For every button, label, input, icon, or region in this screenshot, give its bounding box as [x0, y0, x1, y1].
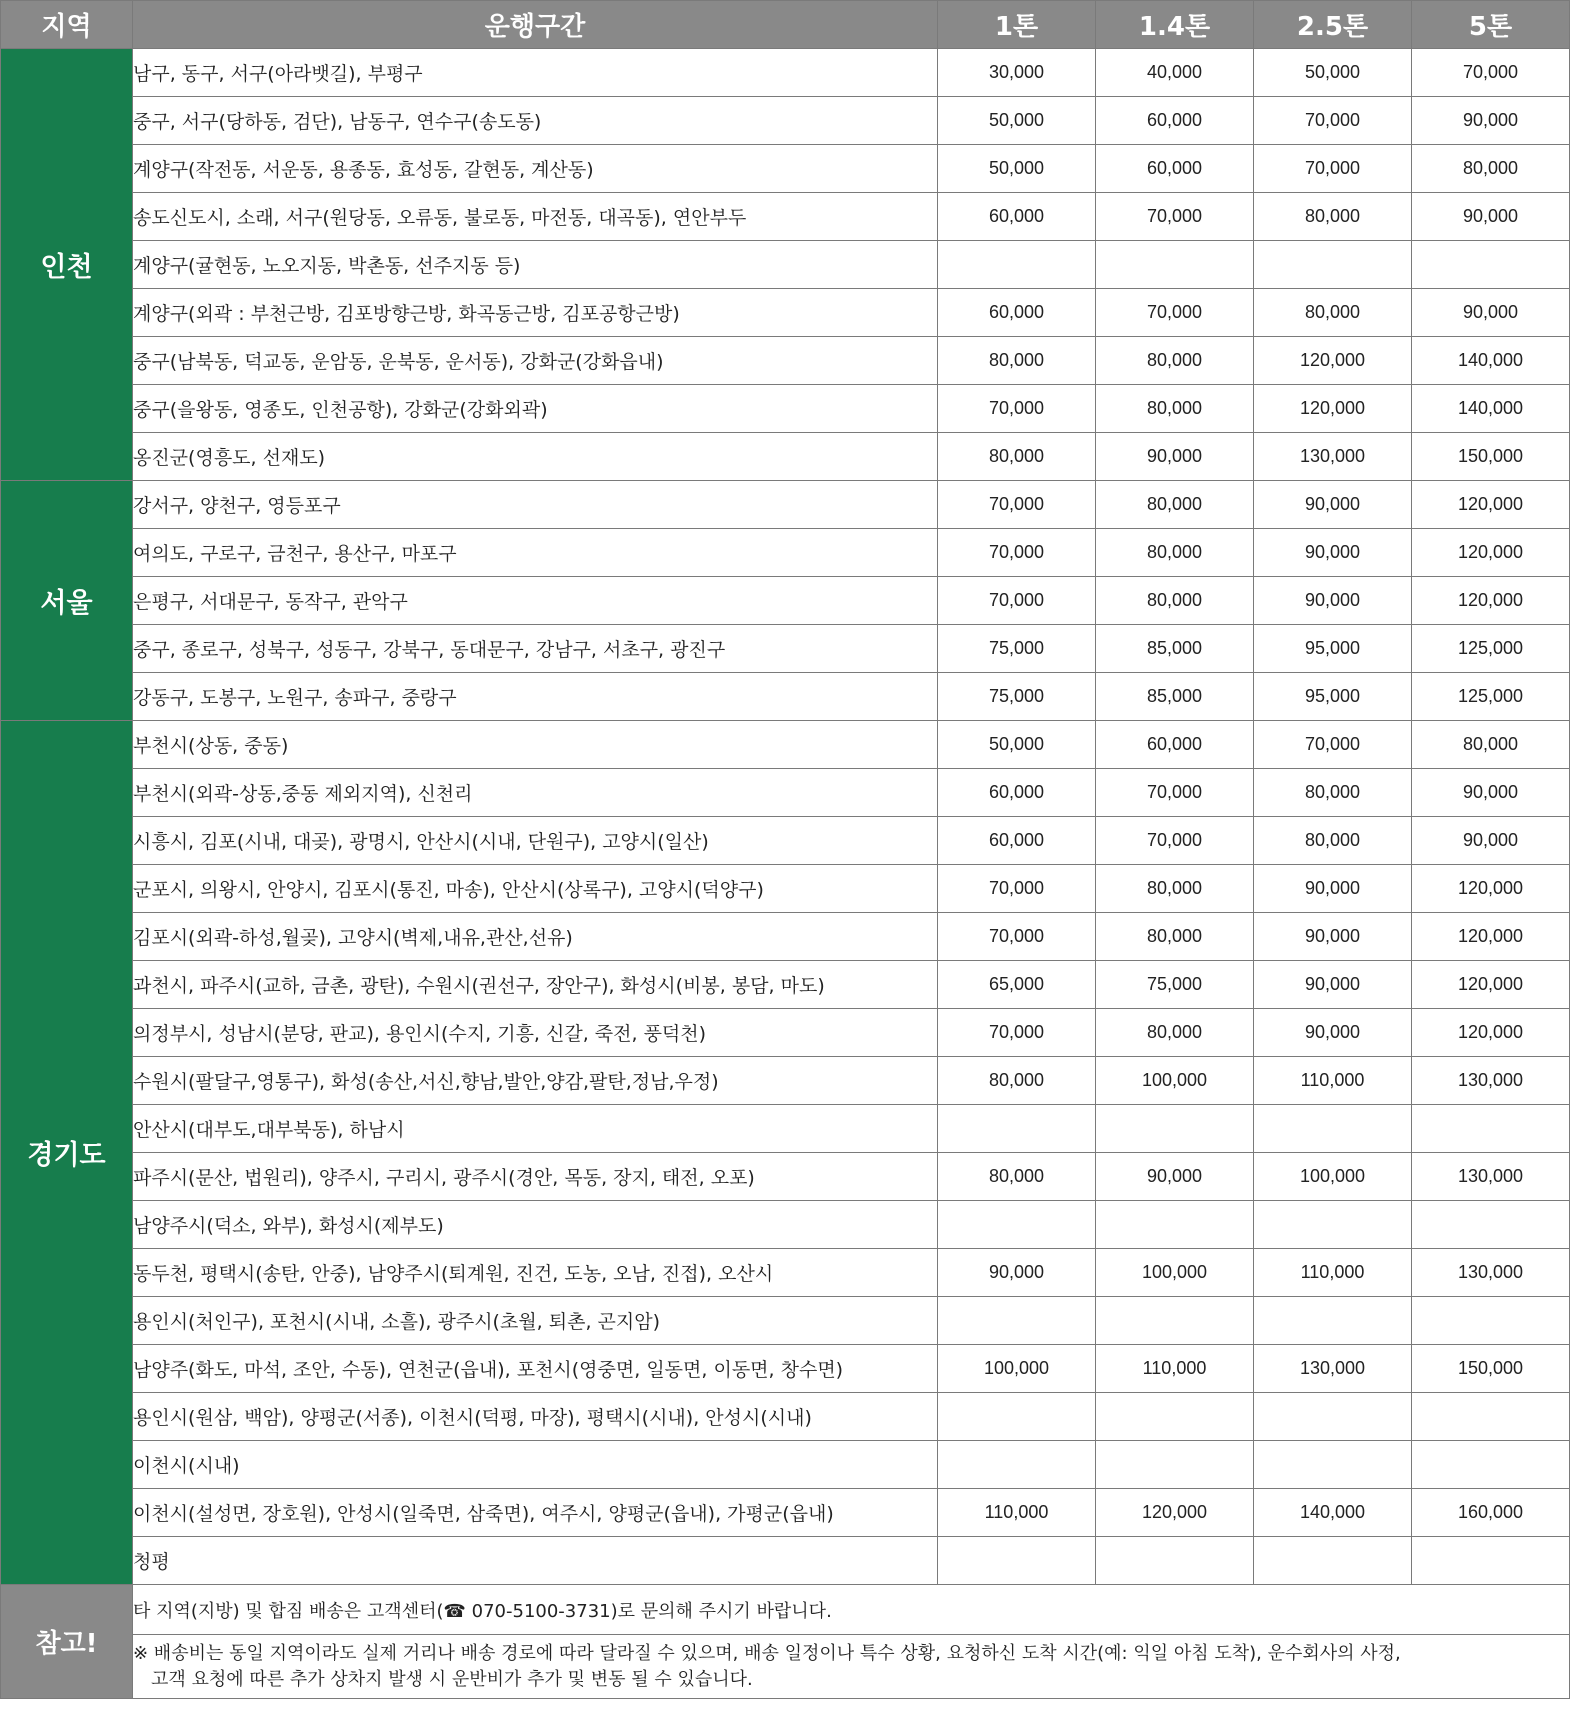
price-cell: 120,000: [1412, 577, 1570, 625]
price-cell: 70,000: [938, 529, 1096, 577]
header-row: [1, 1, 1570, 49]
route-cell: 여의도, 구로구, 금천구, 용산구, 마포구: [133, 529, 938, 577]
price-cell: 60,000: [1096, 145, 1254, 193]
header-ton-2-5: 2.5톤: [1254, 1, 1412, 49]
price-cell: 100,000: [1096, 1249, 1254, 1297]
price-cell: [1096, 1393, 1254, 1441]
price-cell: 80,000: [1254, 193, 1412, 241]
price-cell: [1096, 1297, 1254, 1345]
price-cell: 110,000: [1254, 1249, 1412, 1297]
price-cell: 150,000: [1412, 1345, 1570, 1393]
price-cell: 70,000: [1096, 769, 1254, 817]
price-cell: 80,000: [1254, 289, 1412, 337]
price-cell: 60,000: [1096, 721, 1254, 769]
price-cell: 160,000: [1412, 1489, 1570, 1537]
price-cell: 70,000: [1096, 289, 1254, 337]
price-cell: 140,000: [1254, 1489, 1412, 1537]
price-cell: 130,000: [1412, 1153, 1570, 1201]
price-cell: 80,000: [1096, 913, 1254, 961]
route-cell: 파주시(문산, 법원리), 양주시, 구리시, 광주시(경안, 목동, 장지, 태전, 오포): [133, 1153, 938, 1201]
price-cell: 70,000: [1096, 817, 1254, 865]
price-cell: 95,000: [1254, 673, 1412, 721]
price-cell: [938, 1537, 1096, 1585]
price-cell: 120,000: [1412, 529, 1570, 577]
price-cell: 80,000: [1096, 385, 1254, 433]
price-cell: 70,000: [1412, 49, 1570, 97]
price-cell: 85,000: [1096, 625, 1254, 673]
price-cell: [1096, 1441, 1254, 1489]
price-cell: [1254, 1393, 1412, 1441]
price-cell: 110,000: [938, 1489, 1096, 1537]
price-cell: 75,000: [938, 625, 1096, 673]
table-row: [1, 625, 1570, 673]
price-cell: 30,000: [938, 49, 1096, 97]
route-cell: 부천시(외곽-상동,중동 제외지역), 신천리: [133, 769, 938, 817]
price-cell: [1412, 241, 1570, 289]
route-cell: 중구(남북동, 덕교동, 운암동, 운북동, 운서동), 강화군(강화읍내): [133, 337, 938, 385]
price-cell: 125,000: [1412, 673, 1570, 721]
price-cell: 60,000: [938, 289, 1096, 337]
price-cell: 80,000: [1254, 817, 1412, 865]
price-cell: 75,000: [1096, 961, 1254, 1009]
note-contact-phone: 070-5100-3731: [465, 1600, 611, 1622]
price-cell: 80,000: [1096, 865, 1254, 913]
table-row: [1, 1297, 1570, 1345]
price-cell: 90,000: [1254, 481, 1412, 529]
price-cell: 140,000: [1412, 337, 1570, 385]
price-cell: [1096, 1105, 1254, 1153]
price-cell: 80,000: [1412, 721, 1570, 769]
price-cell: 100,000: [1254, 1153, 1412, 1201]
price-cell: [938, 241, 1096, 289]
routes-body: [1, 49, 1570, 1585]
price-cell: 70,000: [1096, 193, 1254, 241]
price-cell: 130,000: [1412, 1249, 1570, 1297]
price-cell: 120,000: [1412, 481, 1570, 529]
price-cell: 110,000: [1096, 1345, 1254, 1393]
region-cell: 서울: [1, 481, 133, 721]
price-cell: [1254, 1441, 1412, 1489]
note-disclaimer-line-1: ※ 배송비는 동일 지역이라도 실제 거리나 배송 경로에 따라 달라질 수 있으며, 배송 일정이나 특수 상황, 요청하신 도착 시간(예: 익일 아침 도착), 운수회사의 사정,: [133, 1642, 1401, 1664]
table-row: [1, 961, 1570, 1009]
table-row: [1, 1153, 1570, 1201]
note-contact-prefix: 타 지역(지방) 및 합짐 배송은 고객센터(: [133, 1600, 444, 1622]
header-route: 운행구간: [133, 1, 938, 49]
price-cell: 120,000: [1254, 337, 1412, 385]
price-cell: 80,000: [938, 1153, 1096, 1201]
price-cell: 90,000: [1254, 1009, 1412, 1057]
table-row: [1, 1009, 1570, 1057]
price-cell: 60,000: [1096, 97, 1254, 145]
table-row: [1, 337, 1570, 385]
price-cell: 100,000: [1096, 1057, 1254, 1105]
price-cell: 80,000: [1096, 577, 1254, 625]
route-cell: 의정부시, 성남시(분당, 판교), 용인시(수지, 기흥, 신갈, 죽전, 풍덕천): [133, 1009, 938, 1057]
table-row: [1, 145, 1570, 193]
route-cell: 계양구(작전동, 서운동, 용종동, 효성동, 갈현동, 계산동): [133, 145, 938, 193]
price-cell: [1254, 1537, 1412, 1585]
price-cell: 80,000: [938, 1057, 1096, 1105]
price-cell: 80,000: [1254, 769, 1412, 817]
route-cell: 동두천, 평택시(송탄, 안중), 남양주시(퇴계원, 진건, 도농, 오남, 진접), 오산시: [133, 1249, 938, 1297]
price-cell: 110,000: [1254, 1057, 1412, 1105]
note-label: 참고!: [1, 1585, 133, 1699]
price-cell: [1412, 1105, 1570, 1153]
route-cell: 계양구(귤현동, 노오지동, 박촌동, 선주지동 등): [133, 241, 938, 289]
table-row: [1, 577, 1570, 625]
route-cell: 남구, 동구, 서구(아라뱃길), 부평구: [133, 49, 938, 97]
price-cell: [1096, 1201, 1254, 1249]
table-row: [1, 529, 1570, 577]
price-cell: 90,000: [1254, 577, 1412, 625]
table-row: [1, 241, 1570, 289]
price-cell: 80,000: [1412, 145, 1570, 193]
note-row-2: [1, 1635, 1570, 1699]
price-cell: 120,000: [1412, 913, 1570, 961]
route-cell: 송도신도시, 소래, 서구(원당동, 오류동, 불로동, 마전동, 대곡동), 연안부두: [133, 193, 938, 241]
route-cell: 안산시(대부도,대부북동), 하남시: [133, 1105, 938, 1153]
price-cell: 70,000: [1254, 721, 1412, 769]
note-disclaimer-line-2: 고객 요청에 따른 추가 상차지 발생 시 운반비가 추가 및 변동 될 수 있습니다.: [151, 1668, 753, 1690]
price-cell: 120,000: [1096, 1489, 1254, 1537]
price-cell: 70,000: [938, 913, 1096, 961]
price-cell: 130,000: [1254, 433, 1412, 481]
route-cell: 이천시(설성면, 장호원), 안성시(일죽면, 삼죽면), 여주시, 양평군(읍내), 가평군(읍내): [133, 1489, 938, 1537]
header-region: 지역: [1, 1, 133, 49]
price-cell: 100,000: [938, 1345, 1096, 1393]
price-cell: [1412, 1537, 1570, 1585]
table-row: [1, 49, 1570, 97]
table-row: [1, 97, 1570, 145]
price-cell: 80,000: [938, 433, 1096, 481]
route-cell: 수원시(팔달구,영통구), 화성(송산,서신,향남,발안,양감,팔탄,정남,우정): [133, 1057, 938, 1105]
header-ton-5: 5톤: [1412, 1, 1570, 49]
table-row: [1, 1057, 1570, 1105]
price-cell: [1254, 1201, 1412, 1249]
price-cell: 140,000: [1412, 385, 1570, 433]
price-cell: [1412, 1393, 1570, 1441]
price-cell: 95,000: [1254, 625, 1412, 673]
price-cell: 40,000: [1096, 49, 1254, 97]
route-cell: 군포시, 의왕시, 안양시, 김포시(통진, 마송), 안산시(상록구), 고양시(덕양구): [133, 865, 938, 913]
price-cell: 120,000: [1412, 961, 1570, 1009]
table-row: [1, 1393, 1570, 1441]
note-contact-suffix: )로 문의해 주시기 바랍니다.: [610, 1600, 832, 1622]
route-cell: 강동구, 도봉구, 노원구, 송파구, 중랑구: [133, 673, 938, 721]
table-row: [1, 481, 1570, 529]
header-ton-1-4: 1.4톤: [1096, 1, 1254, 49]
price-cell: 130,000: [1412, 1057, 1570, 1105]
price-cell: 70,000: [1254, 97, 1412, 145]
price-cell: 50,000: [1254, 49, 1412, 97]
price-cell: [1412, 1441, 1570, 1489]
price-cell: 90,000: [1254, 529, 1412, 577]
table-row: [1, 769, 1570, 817]
price-cell: 70,000: [938, 385, 1096, 433]
price-cell: 90,000: [1412, 193, 1570, 241]
route-cell: 이천시(시내): [133, 1441, 938, 1489]
price-cell: 80,000: [938, 337, 1096, 385]
price-cell: 70,000: [938, 577, 1096, 625]
price-cell: 60,000: [938, 769, 1096, 817]
price-cell: [938, 1201, 1096, 1249]
price-cell: [1254, 1297, 1412, 1345]
route-cell: 과천시, 파주시(교하, 금촌, 광탄), 수원시(권선구, 장안구), 화성시(비봉, 봉담, 마도): [133, 961, 938, 1009]
table-row: [1, 1105, 1570, 1153]
table-row: [1, 1345, 1570, 1393]
route-cell: 은평구, 서대문구, 동작구, 관악구: [133, 577, 938, 625]
table-row: [1, 721, 1570, 769]
price-cell: 90,000: [1412, 769, 1570, 817]
price-cell: 50,000: [938, 721, 1096, 769]
route-cell: 강서구, 양천구, 영등포구: [133, 481, 938, 529]
region-cell: 경기도: [1, 721, 133, 1585]
table-row: [1, 385, 1570, 433]
price-cell: 70,000: [938, 865, 1096, 913]
price-cell: 80,000: [1096, 337, 1254, 385]
price-cell: 130,000: [1254, 1345, 1412, 1393]
route-cell: 남양주(화도, 마석, 조안, 수동), 연천군(읍내), 포천시(영중면, 일동면, 이동면, 창수면): [133, 1345, 938, 1393]
price-cell: 70,000: [938, 1009, 1096, 1057]
price-cell: [1412, 1201, 1570, 1249]
table-row: [1, 913, 1570, 961]
price-cell: 60,000: [938, 193, 1096, 241]
route-cell: 청평: [133, 1537, 938, 1585]
price-cell: 70,000: [938, 481, 1096, 529]
route-cell: 계양구(외곽 : 부천근방, 김포방향근방, 화곡동근방, 김포공항근방): [133, 289, 938, 337]
price-cell: 90,000: [1412, 97, 1570, 145]
price-cell: 90,000: [1412, 817, 1570, 865]
route-cell: 부천시(상동, 중동): [133, 721, 938, 769]
price-cell: 90,000: [1254, 865, 1412, 913]
note-row-1: [1, 1585, 1570, 1635]
price-cell: [938, 1297, 1096, 1345]
price-cell: 90,000: [1096, 1153, 1254, 1201]
price-cell: [938, 1441, 1096, 1489]
table-row: [1, 1201, 1570, 1249]
price-cell: 80,000: [1096, 481, 1254, 529]
price-cell: 120,000: [1412, 1009, 1570, 1057]
table-row: [1, 1249, 1570, 1297]
phone-icon: ☎: [443, 1600, 466, 1622]
price-cell: [1096, 1537, 1254, 1585]
price-cell: [1096, 241, 1254, 289]
header-ton-1: 1톤: [938, 1, 1096, 49]
price-cell: 120,000: [1254, 385, 1412, 433]
table-row: [1, 673, 1570, 721]
price-cell: 90,000: [1412, 289, 1570, 337]
table-row: [1, 1489, 1570, 1537]
route-cell: 용인시(처인구), 포천시(시내, 소흘), 광주시(초월, 퇴촌, 곤지암): [133, 1297, 938, 1345]
price-cell: 85,000: [1096, 673, 1254, 721]
price-cell: 50,000: [938, 97, 1096, 145]
price-cell: [1412, 1297, 1570, 1345]
price-cell: [1254, 1105, 1412, 1153]
price-cell: 80,000: [1096, 529, 1254, 577]
price-cell: 75,000: [938, 673, 1096, 721]
price-cell: 60,000: [938, 817, 1096, 865]
table-row: [1, 817, 1570, 865]
price-cell: 90,000: [938, 1249, 1096, 1297]
table-row: [1, 1537, 1570, 1585]
price-cell: 125,000: [1412, 625, 1570, 673]
route-cell: 중구, 서구(당하동, 검단), 남동구, 연수구(송도동): [133, 97, 938, 145]
table-row: [1, 865, 1570, 913]
route-cell: 김포시(외곽-하성,월곶), 고양시(벽제,내유,관산,선유): [133, 913, 938, 961]
route-cell: 중구, 종로구, 성북구, 성동구, 강북구, 동대문구, 강남구, 서초구, 광진구: [133, 625, 938, 673]
price-cell: [1254, 241, 1412, 289]
price-cell: 120,000: [1412, 865, 1570, 913]
route-cell: 시흥시, 김포(시내, 대곶), 광명시, 안산시(시내, 단원구), 고양시(일산): [133, 817, 938, 865]
note-disclaimer: [133, 1635, 1570, 1699]
price-cell: 90,000: [1096, 433, 1254, 481]
price-cell: 65,000: [938, 961, 1096, 1009]
price-cell: 50,000: [938, 145, 1096, 193]
region-cell: 인천: [1, 49, 133, 481]
table-row: [1, 289, 1570, 337]
table-row: [1, 433, 1570, 481]
route-cell: 용인시(원삼, 백암), 양평군(서종), 이천시(덕평, 마장), 평택시(시내), 안성시(시내): [133, 1393, 938, 1441]
price-cell: 150,000: [1412, 433, 1570, 481]
price-cell: 70,000: [1254, 145, 1412, 193]
route-cell: 중구(을왕동, 영종도, 인천공항), 강화군(강화외곽): [133, 385, 938, 433]
route-cell: 옹진군(영흥도, 선재도): [133, 433, 938, 481]
price-cell: 90,000: [1254, 961, 1412, 1009]
note-contact: [133, 1585, 1570, 1635]
table-row: [1, 193, 1570, 241]
price-cell: 80,000: [1096, 1009, 1254, 1057]
price-cell: [938, 1393, 1096, 1441]
route-cell: 남양주시(덕소, 와부), 화성시(제부도): [133, 1201, 938, 1249]
price-cell: 90,000: [1254, 913, 1412, 961]
table-row: [1, 1441, 1570, 1489]
price-cell: [938, 1105, 1096, 1153]
